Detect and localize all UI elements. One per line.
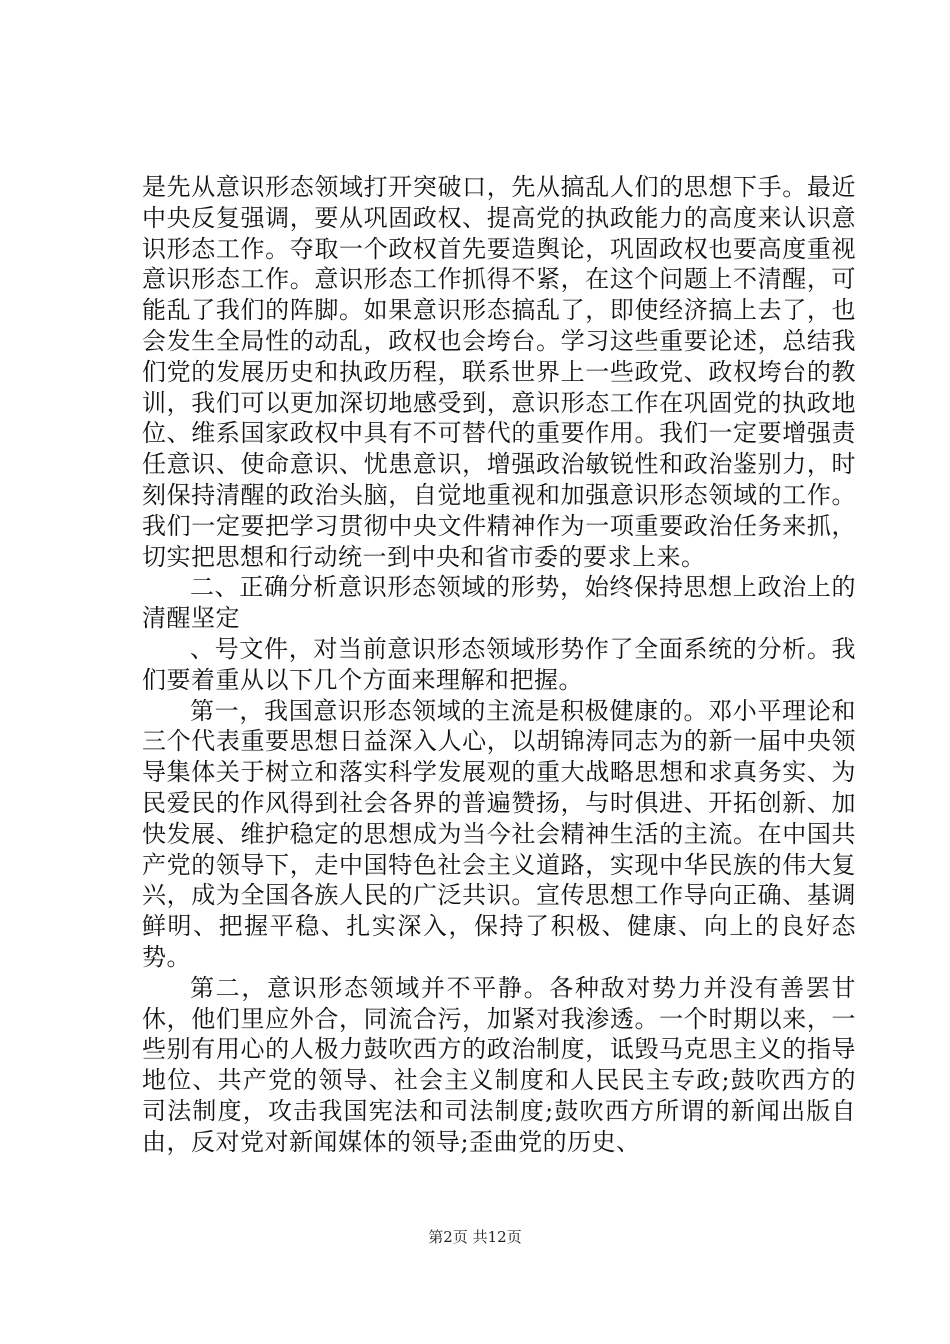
paragraph-5: 第二，意识形态领域并不平静。各种敌对势力并没有善罢甘休，他们里应外合，同流合污，加紧对我渗透。一个时期以来，一些别有用心的人极力鼓吹西方的政治制度，诋毁马克思主义的指导地位、共产党的领导、社会主义制度和人民民主专政;鼓吹西方的司法制度，攻击我国宪法和司法制度;鼓吹西方所谓的新闻出版自由，反对党对新闻媒体的领导;歪曲党的历史、 [142,973,856,1156]
section-heading-2: 二、正确分析意识形态领域的形势，始终保持思想上政治上的清醒坚定 [142,573,856,633]
page-number-footer: 第2页 共12页 [428,1228,522,1246]
paragraph-3: 、号文件，对当前意识形态领域形势作了全面系统的分析。我们要着重从以下几个方面来理解和把握。 [142,634,856,694]
document-body [142,172,856,1158]
paragraph-1: 是先从意识形态领域打开突破口，先从搞乱人们的思想下手。最近中央反复强调，要从巩固政权、提高党的执政能力的高度来认识意识形态工作。夺取一个政权首先要造舆论，巩固政权也要高度重视意识形态工作。意识形态工作抓得不紧，在这个问题上不清醒，可能乱了我们的阵脚。如果意识形态搞乱了，即使经济搞上去了，也会发生全局性的动乱，政权也会垮台。学习这些重要论述，总结我们党的发展历史和执政历程，联系世界上一些政党、政权垮台的教训，我们可以更加深切地感受到，意识形态工作在巩固党的执政地位、维系国家政权中具有不可替代的重要作用。我们一定要增强责任意识、使命意识、忧患意识，增强政治敏锐性和政治鉴别力，时刻保持清醒的政治头脑，自觉地重视和加强意识形态领域的工作。我们一定要把学习贯彻中央文件精神作为一项重要政治任务来抓，切实把思想和行动统一到中央和省市委的要求上来。 [142,173,856,571]
paragraph-4: 第一，我国意识形态领域的主流是积极健康的。邓小平理论和三个代表重要思想日益深入人心，以胡锦涛同志为的新一届中央领导集体关于树立和落实科学发展观的重大战略思想和求真务实、为民爱民的作风得到社会各界的普遍赞扬，与时俱进、开拓创新、加快发展、维护稳定的思想成为当今社会精神生活的主流。在中国共产党的领导下，走中国特色社会主义道路，实现中华民族的伟大复兴，成为全国各族人民的广泛共识。宣传思想工作导向正确、基调鲜明、把握平稳、扎实深入，保持了积极、健康、向上的良好态势。 [142,696,856,971]
